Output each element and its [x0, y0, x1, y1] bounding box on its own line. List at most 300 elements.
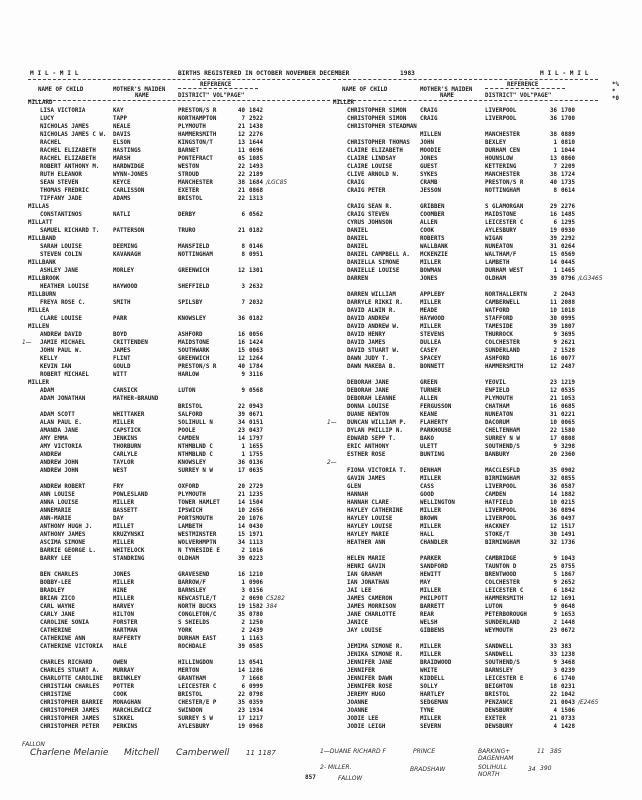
volume: 14	[550, 492, 557, 498]
register-entry	[0, 203, 575, 211]
volume: 15	[238, 532, 245, 538]
child-name: CLAIRE ELIZABETH	[347, 148, 403, 154]
child-name: DAVID ANDREW	[347, 316, 389, 322]
volume: 39	[550, 276, 557, 282]
volume: 35	[550, 468, 557, 474]
register-entry	[0, 299, 575, 307]
district: N TYNESIDE E	[178, 548, 220, 554]
district: CAMDEN	[178, 436, 199, 442]
child-name: JOHN PAUL W.	[40, 348, 82, 354]
volume: 7	[241, 676, 245, 682]
child-name: CHRISTOPHER STEADMAN	[347, 124, 417, 130]
district: TAUNTON D	[485, 564, 517, 570]
register-entry	[0, 379, 575, 387]
mother-maiden-name: JAMES	[113, 348, 131, 354]
page: 0690	[249, 596, 263, 602]
district: GRANTHAM	[178, 676, 206, 682]
page: 0685	[561, 404, 575, 410]
mother-maiden-name: KIDDELL	[420, 676, 445, 682]
page: 0999	[249, 684, 263, 690]
mother-maiden-name: WHITELOCK	[113, 548, 145, 554]
volume: 33	[550, 652, 557, 658]
page: 1235	[249, 492, 263, 498]
surname: MILLBURN	[28, 292, 56, 298]
mother-maiden-name: THORBURN	[113, 444, 141, 450]
volume: 15	[238, 348, 245, 354]
page: 1882	[561, 492, 575, 498]
mother-maiden-name: CARLYLE	[113, 452, 138, 458]
district: BRISTOL	[178, 196, 203, 202]
page: 1491	[561, 532, 575, 538]
mother-maiden-name: CRITTENDEN	[113, 340, 148, 346]
register-entry	[0, 107, 575, 115]
volume: 25	[550, 564, 557, 570]
volume: 32	[550, 476, 557, 482]
mother-maiden-name: SANDFORD	[420, 564, 448, 570]
page: 1295	[561, 220, 575, 226]
blank-row	[0, 635, 310, 643]
child-name: HANNAH CLARE	[347, 500, 389, 506]
volume: 2	[241, 620, 245, 626]
child-name: ASCIMA SIMONE	[40, 540, 86, 546]
register-entry	[0, 291, 575, 299]
mother-maiden-name: WALLBANK	[420, 244, 448, 250]
mother-maiden-name: HILTON	[113, 612, 134, 618]
child-name: DARREN	[347, 276, 368, 282]
register-entry	[0, 563, 575, 571]
register-entry	[0, 339, 575, 347]
handwritten-mother: BRADSHAW	[410, 766, 446, 773]
child-name: HELEN MARIE	[347, 556, 386, 562]
district: KNOWSLEY	[178, 316, 206, 322]
header-title: BIRTHS REGISTERED IN OCTOBER NOVEMBER DECEMBER	[178, 70, 350, 77]
page: 1867	[561, 572, 575, 578]
district: NUNEATON	[485, 412, 513, 418]
mother-maiden-name: CASS	[420, 484, 434, 490]
page: 0755	[561, 564, 575, 570]
district: SANDWELL	[485, 644, 513, 650]
header-left-code: M I L - M I L	[30, 70, 79, 77]
mother-maiden-name: MILLER	[113, 580, 134, 586]
child-name: ADAM SCOTT	[40, 412, 75, 418]
register-entry	[0, 643, 572, 651]
mother-maiden-name: MORLEY	[113, 268, 134, 274]
page: 1016	[249, 548, 263, 554]
volume: 21	[238, 228, 245, 234]
volume: 12	[238, 268, 245, 274]
register-entry	[0, 579, 575, 587]
volume: 38	[550, 172, 557, 178]
page: 0614	[561, 188, 575, 194]
handwritten-district: Camberwell	[176, 748, 230, 758]
surname: MILLAS	[28, 204, 49, 210]
col-header-district: DISTRICT" VOL"PAGE"	[485, 93, 552, 99]
mother-maiden-name: PARKER	[420, 556, 441, 562]
volume: 16	[238, 572, 245, 578]
child-name: KEVIN IAN	[40, 364, 72, 370]
header-year: 1983	[400, 70, 415, 77]
margin-mark: *	[612, 89, 616, 95]
page: 0648	[561, 604, 575, 610]
volume: 8	[241, 252, 245, 258]
page: 0855	[561, 476, 575, 482]
district: MANCHESTER	[178, 180, 213, 186]
child-name: CRAIG STEVEN	[347, 212, 389, 218]
mother-maiden-name: HALL	[420, 532, 434, 538]
register-entry	[0, 699, 599, 707]
district: LIVERPOOL	[485, 508, 517, 514]
register-entry	[0, 619, 575, 627]
handwritten-district: SOLIHULL NORTH	[478, 764, 508, 778]
page: 1217	[249, 716, 263, 722]
volume: 1	[553, 268, 557, 274]
page: 0063	[249, 348, 263, 354]
child-name: ANTHONY JAMES	[40, 532, 86, 538]
child-name: HANNAH	[347, 492, 368, 498]
child-name: CHRISTOPHER BARRIE	[40, 700, 103, 706]
volume: 4	[553, 708, 557, 714]
volume: 15	[550, 252, 557, 258]
volume: 13	[550, 156, 557, 162]
child-name: CHARLES STUART A.	[40, 668, 100, 674]
surname: MILLEA	[28, 308, 49, 314]
district: WESTON	[178, 164, 199, 170]
page: 1428	[561, 724, 575, 730]
volume: 5	[553, 572, 557, 578]
page: 0239	[561, 668, 575, 674]
page: 0151	[249, 420, 263, 426]
child-name: BARRIE GEORGE L.	[40, 548, 96, 554]
child-name: LISA VICTORIA	[40, 108, 86, 114]
page: 0902	[561, 468, 575, 474]
register-entry	[0, 571, 575, 579]
district: S GLAMORGAN	[485, 204, 524, 210]
child-name: HAYLEY LOUISE	[347, 524, 393, 530]
child-name: DANIELLE LOUISE	[347, 268, 400, 274]
child-name: ANDREW JOHN	[40, 468, 79, 474]
mother-maiden-name: DAY	[113, 516, 124, 522]
child-name: JOANNE	[347, 700, 368, 706]
district: BARNSLEY	[485, 668, 513, 674]
surname: MILLER	[28, 380, 49, 386]
district: OXFORD	[178, 484, 199, 490]
surname: MILLBANK	[28, 260, 56, 266]
district: WALTHAM/F	[485, 252, 517, 258]
child-name: CRAIG	[347, 180, 365, 186]
district: HACKNEY	[485, 524, 510, 530]
volume: 36	[238, 460, 245, 466]
volume: 10	[550, 308, 557, 314]
mother-maiden-name: JOHN	[420, 140, 434, 146]
register-entry	[0, 355, 575, 363]
child-name: CHRISTOPHER THOMAS	[347, 140, 410, 146]
page: 1582	[249, 604, 263, 610]
volume: 12	[550, 364, 557, 370]
page: 2360	[561, 452, 575, 458]
volume: 21	[238, 492, 245, 498]
mother-maiden-name: PERKINS	[113, 724, 138, 730]
page: 0182	[249, 228, 263, 234]
district: SOLIHULL N	[178, 420, 213, 426]
page: 1053	[561, 396, 575, 402]
mother-maiden-name: JESSON	[420, 188, 441, 194]
blank-row	[0, 195, 310, 203]
surname: MILLER	[333, 100, 354, 106]
page: 0894	[561, 508, 575, 514]
mother-maiden-name: MILLER	[420, 524, 441, 530]
volume: 40	[238, 364, 245, 370]
district: WESTMINSTER	[178, 532, 217, 538]
mother-maiden-name: REAR	[420, 612, 434, 618]
mother-maiden-name: ROBERTS	[420, 236, 445, 242]
volume: 9	[553, 340, 557, 346]
district: SANDWELL	[485, 652, 513, 658]
volume: 2	[241, 596, 245, 602]
child-name: JODIE LEIGH	[347, 724, 386, 730]
child-name: ERIC ANTHONY	[347, 444, 389, 450]
mother-maiden-name: ELSON	[113, 140, 131, 146]
mother-maiden-name: CRAMB	[420, 180, 438, 186]
district: TRURO	[178, 228, 196, 234]
district: LUTON	[178, 388, 196, 394]
mother-maiden-name: MARSH	[113, 156, 131, 162]
volume: 3	[241, 284, 245, 290]
mother-maiden-name: WELLINGTON	[420, 500, 455, 506]
district: AYLESBURY	[178, 724, 210, 730]
register-entry	[0, 179, 575, 187]
child-name: DEBORAH JANE	[347, 380, 389, 386]
district: LEICESTER C	[178, 684, 217, 690]
mother-maiden-name: MILLER	[420, 716, 441, 722]
page: 1493	[249, 164, 263, 170]
volume: 18	[550, 684, 557, 690]
district: NEWCASTLE/T	[178, 596, 217, 602]
child-name: HAYLEY MARIE	[347, 532, 389, 538]
volume: 10	[550, 500, 557, 506]
register-entry	[0, 715, 575, 723]
mother-maiden-name: GUEST	[420, 164, 438, 170]
volume: 23	[238, 428, 245, 434]
volume: 36	[550, 516, 557, 522]
volume: 3	[241, 588, 245, 594]
handwritten-page: 1187	[258, 749, 276, 757]
district: LIVERPOOL	[485, 116, 517, 122]
child-name: STEVEN COLIN	[40, 252, 82, 258]
child-name: CLAIRE LOUISE	[347, 164, 393, 170]
district: COLCHESTER	[485, 340, 520, 346]
district: GREENWICH	[178, 356, 210, 362]
mother-maiden-name: BUNTING	[420, 452, 445, 458]
mother-maiden-name: GOOD	[420, 492, 434, 498]
mother-maiden-name: SOLLY	[420, 684, 438, 690]
child-name: CLARE LOUISE	[40, 316, 82, 322]
volume: 19	[238, 604, 245, 610]
district: SOUTHWARK	[178, 348, 210, 354]
child-name: DUANE NEWTON	[347, 412, 389, 418]
child-name: HEATHER ANN	[347, 540, 386, 546]
child-name: DEBORAH LEANNE	[347, 396, 396, 402]
register-entry	[0, 259, 575, 267]
page: 0585	[249, 644, 263, 650]
district: NUNEATON	[485, 244, 513, 250]
page: 0796	[561, 276, 575, 282]
district: DERBY	[178, 212, 196, 218]
mother-maiden-name: MILLER	[420, 476, 441, 482]
mother-maiden-name: MILLER	[420, 588, 441, 594]
mother-maiden-name: BOYD	[113, 332, 127, 338]
page: 1740	[561, 676, 575, 682]
volume: 6	[553, 588, 557, 594]
child-name: CHRISTOPHER JAMES	[40, 716, 100, 722]
register-entry	[0, 235, 575, 243]
mother-maiden-name: MOODIE	[420, 148, 441, 154]
mother-maiden-name: BRINKLEY	[113, 676, 141, 682]
page: 0798	[249, 692, 263, 698]
mother-maiden-name: DENHAM	[420, 468, 441, 474]
district: LUTON	[485, 604, 503, 610]
register-entry	[0, 683, 575, 691]
page: 2189	[249, 172, 263, 178]
volume: 16	[238, 332, 245, 338]
district: BRISTOL	[178, 404, 203, 410]
volume: 21	[238, 124, 245, 130]
volume: 23	[238, 708, 245, 714]
blank-row	[0, 283, 310, 291]
volume: 6	[553, 220, 557, 226]
page: 1286	[249, 668, 263, 674]
volume: 35	[238, 612, 245, 618]
district: STAFFORD	[485, 316, 513, 322]
register-entry	[0, 499, 575, 507]
district: STOKE/T	[485, 532, 510, 538]
register-entry	[0, 427, 575, 435]
page: 0889	[561, 132, 575, 138]
mother-maiden-name: ULETT	[420, 444, 438, 450]
child-name: IAN JONATHAN	[347, 580, 389, 586]
volume: 2	[241, 628, 245, 634]
district: SURREY N W	[485, 436, 520, 442]
right-column	[0, 99, 603, 731]
child-name: DANIEL	[347, 228, 368, 234]
handwritten-vol: 11	[246, 749, 255, 757]
child-name: JENNIFER DAWN	[347, 676, 393, 682]
child-name: HAYLEY CATHERINE	[347, 508, 403, 514]
page: 2632	[249, 284, 263, 290]
district: NTHMBLND C	[178, 452, 213, 458]
mother-maiden-name: ALLEN	[420, 396, 438, 402]
district: PRESTON/S R	[485, 180, 524, 186]
volume: 36	[238, 316, 245, 322]
district: CHATHAM	[485, 404, 510, 410]
page: 0780	[249, 612, 263, 618]
child-name: GLEN	[347, 484, 361, 490]
mother-maiden-name: SEDGEMAN	[420, 700, 448, 706]
surname-heading	[0, 99, 354, 107]
district: LEICESTER E	[485, 676, 524, 682]
district: BEXLEY	[485, 140, 506, 146]
district: COLCHESTER	[485, 580, 520, 586]
register-entry	[0, 419, 575, 427]
page: 0264	[561, 244, 575, 250]
volume: 14	[238, 524, 245, 530]
child-name: RACHEL ELIZABETH	[40, 156, 96, 162]
page: 0860	[561, 156, 575, 162]
district: BRISTOL	[178, 692, 203, 698]
register-entry	[0, 723, 575, 731]
mother-maiden-name: ADAMS	[113, 196, 131, 202]
page: 1971	[249, 532, 263, 538]
child-name: JENIKA SIMONE R.	[347, 652, 403, 658]
mother-maiden-name: OWEN	[113, 660, 127, 666]
handwritten-district: BARKING+ DAGENHAM	[478, 748, 514, 762]
district: SURREY N W	[178, 468, 213, 474]
child-name: HAYLEY LOUISE	[347, 516, 393, 522]
volume: 2	[553, 292, 557, 298]
mother-maiden-name: JENKINS	[113, 436, 138, 442]
mother-maiden-name: FRY	[113, 484, 124, 490]
register-entry	[0, 347, 575, 355]
mother-maiden-name: HARDWIDGE	[113, 164, 145, 170]
volume: 10	[238, 508, 245, 514]
district: S SHIELDS	[178, 620, 210, 626]
child-name: JAY LOUISE	[347, 628, 382, 634]
volume: 8	[241, 244, 245, 250]
page: 0156	[249, 588, 263, 594]
district: PENZANCE	[485, 700, 513, 706]
district: PRESTON/S R	[178, 364, 217, 370]
mother-maiden-name: DAVIS	[113, 132, 131, 138]
district: DEWSBURY	[485, 708, 513, 714]
register-entry	[0, 123, 417, 131]
district: DACORUM	[485, 420, 510, 426]
volume: 19	[238, 724, 245, 730]
page: 1301	[249, 268, 263, 274]
child-name: RUTH ELEANOR	[40, 172, 82, 178]
mother-maiden-name: WEST	[113, 468, 127, 474]
page: 1219	[561, 380, 575, 386]
volume: 22	[238, 404, 245, 410]
district: PORTSMOUTH	[178, 516, 213, 522]
child-name: HENRI GAVIN	[347, 564, 386, 570]
register-entry	[0, 267, 575, 275]
col-header-reference: REFERENCE	[507, 82, 539, 88]
district: YORK	[178, 628, 192, 634]
volume: 39	[238, 412, 245, 418]
child-name: BOBBY-LEE	[40, 580, 72, 586]
district: PLYMOUTH	[178, 492, 206, 498]
district: PETERBOROUGH	[485, 612, 527, 618]
page: 2209	[561, 164, 575, 170]
register-entry	[0, 627, 575, 635]
volume: 1	[553, 140, 557, 146]
page: 1700	[561, 108, 575, 114]
page: 0995	[561, 316, 575, 322]
register-entry	[0, 651, 575, 659]
mother-maiden-name: FERGUSSON	[420, 404, 452, 410]
page: 0136	[249, 460, 263, 466]
district: NORTH BUCKS	[178, 604, 217, 610]
child-name: CATHERINE ANN	[40, 636, 86, 642]
child-name: SEAN STEVEN	[40, 180, 79, 186]
child-name: BRADLEY	[40, 588, 65, 594]
child-name: JENNIFER	[347, 668, 375, 674]
mother-maiden-name: HARTLEY	[420, 692, 445, 698]
margin-mark: 1—	[327, 420, 337, 426]
mother-maiden-name: MILLER	[420, 508, 441, 514]
page: 1210	[249, 572, 263, 578]
page: 0223	[249, 556, 263, 562]
child-name: ROBERT MICHAEL	[40, 372, 89, 378]
